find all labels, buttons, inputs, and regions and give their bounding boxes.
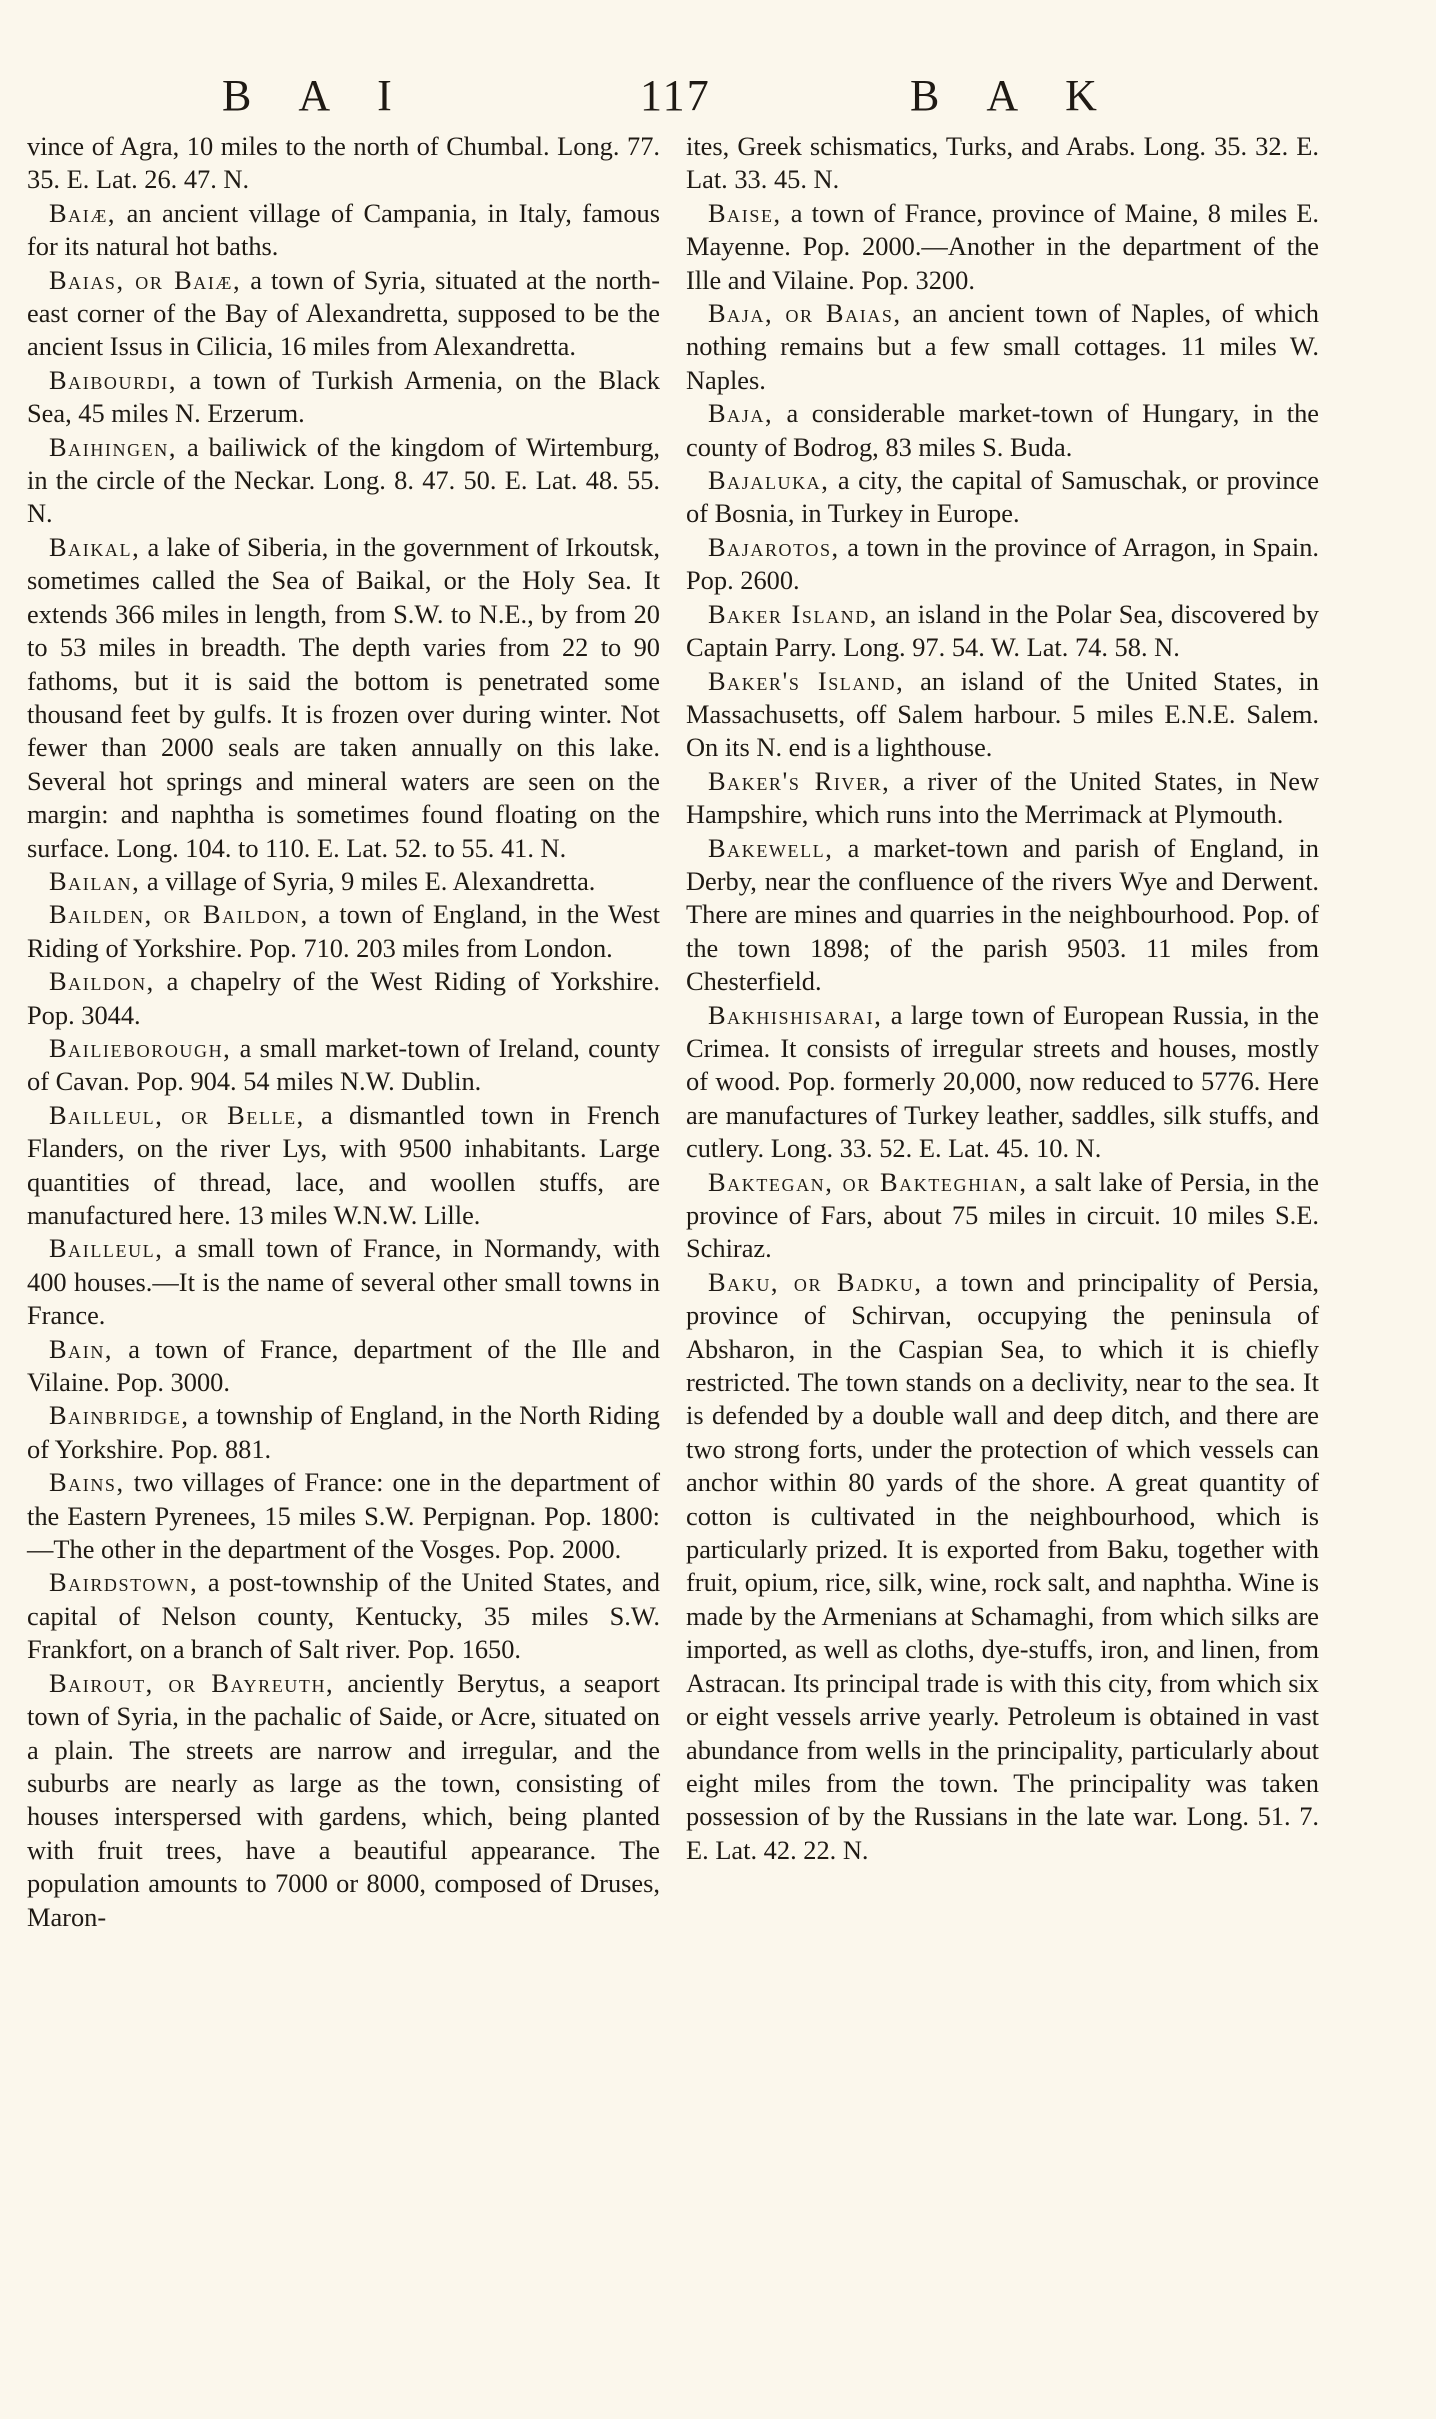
entry-text: a town of Syria, situated at the north-east corner of the Bay of Alexandretta, supposed to be the ancient Issus in Cilicia, 16 miles from Alexandretta. — [27, 264, 660, 362]
gazetteer-entry — [27, 898, 660, 965]
gazetteer-entry — [27, 1333, 660, 1400]
gazetteer-entry — [686, 765, 1319, 832]
gazetteer-entry — [686, 531, 1319, 598]
entry-headword: Baildon, — [49, 966, 155, 997]
entry-text: a chapelry of the West Riding of Yorkshire. Pop. 3044. — [27, 966, 660, 1030]
entry-headword: Bailleul, or Belle, — [49, 1099, 305, 1130]
entry-headword: Bairout, or Bayreuth, — [49, 1667, 335, 1698]
entry-text: a dismantled town in French Flanders, on the river Lys, with 9500 inhabitants. Large quantities of thread, lace, and woollen stuffs, are manufactured here. 13 miles W.N.W. Lille. — [27, 1099, 660, 1230]
gazetteer-entry — [686, 1266, 1319, 1867]
entry-headword: Baihingen, — [49, 431, 178, 462]
gazetteer-entry — [27, 431, 660, 531]
entry-text: two villages of France: one in the department of the Eastern Pyrenees, 15 miles S.W. Perpignan. Pop. 1800:—The other in the department of the Vosges. Pop. 2000. — [27, 1467, 660, 1565]
entry-headword: Bakhishisarai, — [708, 999, 883, 1030]
gazetteer-entry — [27, 865, 660, 898]
entry-headword: Bains, — [49, 1467, 125, 1498]
entry-text: a town of France, province of Maine, 8 miles E. Mayenne. Pop. 2000.—Another in the department of the Ille and Vilaine. Pop. 3200. — [686, 197, 1319, 295]
entry-headword: Baias, or Baiæ, — [49, 264, 242, 295]
gazetteer-entry — [686, 130, 1319, 197]
entry-text: ites, Greek schismatics, Turks, and Arabs. Long. 35. 32. E. Lat. 33. 45. N. — [686, 131, 1319, 195]
entry-text: a lake of Siberia, in the government of Irkoutsk, sometimes called the Sea of Baikal, or the Holy Sea. It extends 366 miles in length, from S.W. to N.E., by from 20 to 53 miles in breadth. The depth varies from 22 to 90 fathoms, but it is said the bottom is penetrated some thousand feet by gulfs. It is frozen over during winter. Not fewer than 2000 seals are taken annually on this lake. Several hot springs and mineral waters are seen on the margin: and naphtha is sometimes found floating on the surface. Long. 104. to 110. E. Lat. 52. to 55. 41. N. — [27, 531, 660, 863]
entry-text: a city, the capital of Samuschak, or province of Bosnia, in Turkey in Europe. — [686, 465, 1319, 529]
gazetteer-entry — [686, 1166, 1319, 1266]
entry-headword: Baker's River, — [708, 765, 891, 796]
header-left-guide-word: B A I — [222, 71, 394, 120]
entry-text: a township of England, in the North Riding of Yorkshire. Pop. 881. — [27, 1400, 660, 1464]
entry-headword: Baku, or Badku, — [708, 1266, 923, 1297]
right-column — [686, 130, 1319, 1867]
gazetteer-entry — [27, 1099, 660, 1233]
entry-headword: Bainbridge, — [49, 1400, 190, 1431]
entry-text: a bailiwick of the kingdom of Wirtemburg, in the circle of the Neckar. Long. 8. 47. 50. E. Lat. 48. 55. N. — [27, 431, 660, 529]
entry-text: a village of Syria, 9 miles E. Alexandretta. — [140, 865, 596, 896]
gazetteer-entry — [686, 197, 1319, 297]
entry-text: an island in the Polar Sea, discovered by Captain Parry. Long. 97. 54. W. Lat. 74. 58. N. — [686, 598, 1319, 663]
left-column — [27, 130, 660, 1934]
entry-headword: Bairdstown, — [49, 1567, 199, 1598]
entry-headword: Bailieborough, — [49, 1032, 232, 1063]
gazetteer-entry — [686, 999, 1319, 1166]
entry-headword: Bajaluka, — [708, 465, 830, 496]
gazetteer-entry — [686, 397, 1319, 464]
entry-headword: Baikal, — [49, 531, 141, 562]
gazetteer-entry — [27, 1032, 660, 1099]
gazetteer-entry — [27, 1566, 660, 1666]
gazetteer-entry — [27, 965, 660, 1032]
gazetteer-entry — [686, 297, 1319, 397]
entry-headword: Bailan, — [49, 865, 141, 896]
gazetteer-entry — [27, 1399, 660, 1466]
entry-headword: Baiæ, — [49, 197, 117, 228]
gazetteer-entry — [27, 364, 660, 431]
entry-text: an ancient town of Naples, of which nothing remains but a few small cottages. 11 miles W. Naples. — [686, 298, 1319, 395]
entry-headword: Bajarotos, — [708, 531, 840, 562]
gazetteer-entry — [27, 1232, 660, 1332]
gazetteer-entry — [27, 130, 660, 197]
entry-text: a large town of European Russia, in the Crimea. It consists of irregular streets and houses, mostly of wood. Pop. formerly 20,000, now reduced to 5776. Here are manufactures of Turkey leather, saddles, silk stuffs, and cutlery. Long. 33. 52. E. Lat. 45. 10. N. — [686, 999, 1319, 1164]
entry-text: vince of Agra, 10 miles to the north of Chumbal. Long. 77. 35. E. Lat. 26. 47. N. — [27, 131, 660, 195]
entry-headword: Baja, — [708, 398, 774, 429]
entry-text: a considerable market-town of Hungary, in the county of Bodrog, 83 miles S. Buda. — [686, 398, 1319, 462]
entry-headword: Baibourdi, — [49, 364, 178, 395]
gazetteer-entry — [27, 531, 660, 865]
entry-text: a small town of France, in Normandy, with 400 houses.—It is the name of several other small towns in France. — [27, 1233, 660, 1331]
entry-text: a town of England, in the West Riding of Yorkshire. Pop. 710. 203 miles from London. — [27, 899, 661, 963]
running-header — [0, 70, 1436, 130]
entry-headword: Bailleul, — [49, 1233, 164, 1264]
entry-text: a small market-town of Ireland, county of Cavan. Pop. 904. 54 miles N.W. Dublin. — [27, 1032, 660, 1097]
entry-text: a town of Turkish Armenia, on the Black Sea, 45 miles N. Erzerum. — [27, 364, 660, 429]
entry-headword: Baja, or Baias, — [708, 298, 902, 329]
entry-text: anciently Berytus, a seaport town of Syria, in the pachalic of Saide, or Acre, situated on a plain. The streets are narrow and irregular, and the suburbs are nearly as large as the town, consisting of houses interspersed with gardens, which, being planted with fruit trees, have a beautiful appearance. The population amounts to 7000 or 8000, composed of Druses, Maron- — [27, 1667, 660, 1932]
entry-headword: Baktegan, or Bakteghian, — [708, 1166, 1028, 1197]
entry-text: an ancient village of Campania, in Italy, famous for its natural hot baths. — [27, 197, 660, 262]
gazetteer-entry — [27, 197, 660, 264]
page-number: 117 — [640, 71, 711, 120]
entry-headword: Bailden, or Baildon, — [49, 899, 309, 930]
entry-text: a town and principality of Persia, province of Schirvan, occupying the peninsula of Absharon, in the Caspian Sea, to which it is chiefly restricted. The town stands on a declivity, near to the sea. It is defended by a double wall and deep ditch, and there are two strong forts, under the protection of which vessels can anchor within 80 yards of the shore. A great quantity of cotton is cultivated in the neighbourhood, which is particularly prized. It is exported from Baku, together with fruit, opium, rice, silk, wine, rock salt, and naphtha. Wine is made by the Armenians at Schamaghi, from which silks are imported, as well as cloths, dye-stuffs, iron, and linen, from Astracan. Its principal trade is with this city, from which six or eight vessels arrive yearly. Petroleum is obtained in vast abundance from wells in the principality, particularly about eight miles from the town. The principality was taken possession of by the Russians in the late war. Long. 51. 7. E. Lat. 42. 22. N. — [686, 1266, 1320, 1865]
entry-text: a salt lake of Persia, in the province of Fars, about 75 miles in circuit. 10 miles S.E. Schiraz. — [686, 1166, 1320, 1264]
header-right-guide-word: B A K — [910, 71, 1100, 120]
entry-text: a market-town and parish of England, in Derby, near the confluence of the rivers Wye and Derwent. There are mines and quarries in the neighbourhood. Pop. of the town 1898; of the parish 9503. 11 miles from Chesterfield. — [686, 832, 1319, 997]
gazetteer-entry — [27, 1667, 660, 1934]
gazetteer-entry — [27, 1466, 660, 1566]
entry-text: an island of the United States, in Massachusetts, off Salem harbour. 5 miles E.N.E. Salem. On its N. end is a lighthouse. — [686, 665, 1319, 763]
entry-text: a post-township of the United States, and capital of Nelson county, Kentucky, 35 miles S.W. Frankfort, on a branch of Salt river. Pop. 1650. — [27, 1567, 660, 1665]
gazetteer-entry — [27, 264, 660, 364]
entry-headword: Baise, — [708, 197, 782, 228]
gazetteer-entry — [686, 832, 1319, 999]
entry-headword: Baker Island, — [708, 598, 878, 629]
gazetteer-entry — [686, 665, 1319, 765]
gazetteer-entry — [686, 598, 1319, 665]
gazetteer-entry — [686, 464, 1319, 531]
entry-headword: Baker's Island, — [708, 665, 905, 696]
entry-headword: Bain, — [49, 1333, 114, 1364]
entry-text: a town of France, department of the Ille and Vilaine. Pop. 3000. — [27, 1333, 660, 1398]
entry-text: a river of the United States, in New Hampshire, which runs into the Merrimack at Plymouth. — [686, 765, 1319, 830]
entry-text: a town in the province of Arragon, in Spain. Pop. 2600. — [686, 531, 1319, 596]
entry-headword: Bakewell, — [708, 832, 834, 863]
